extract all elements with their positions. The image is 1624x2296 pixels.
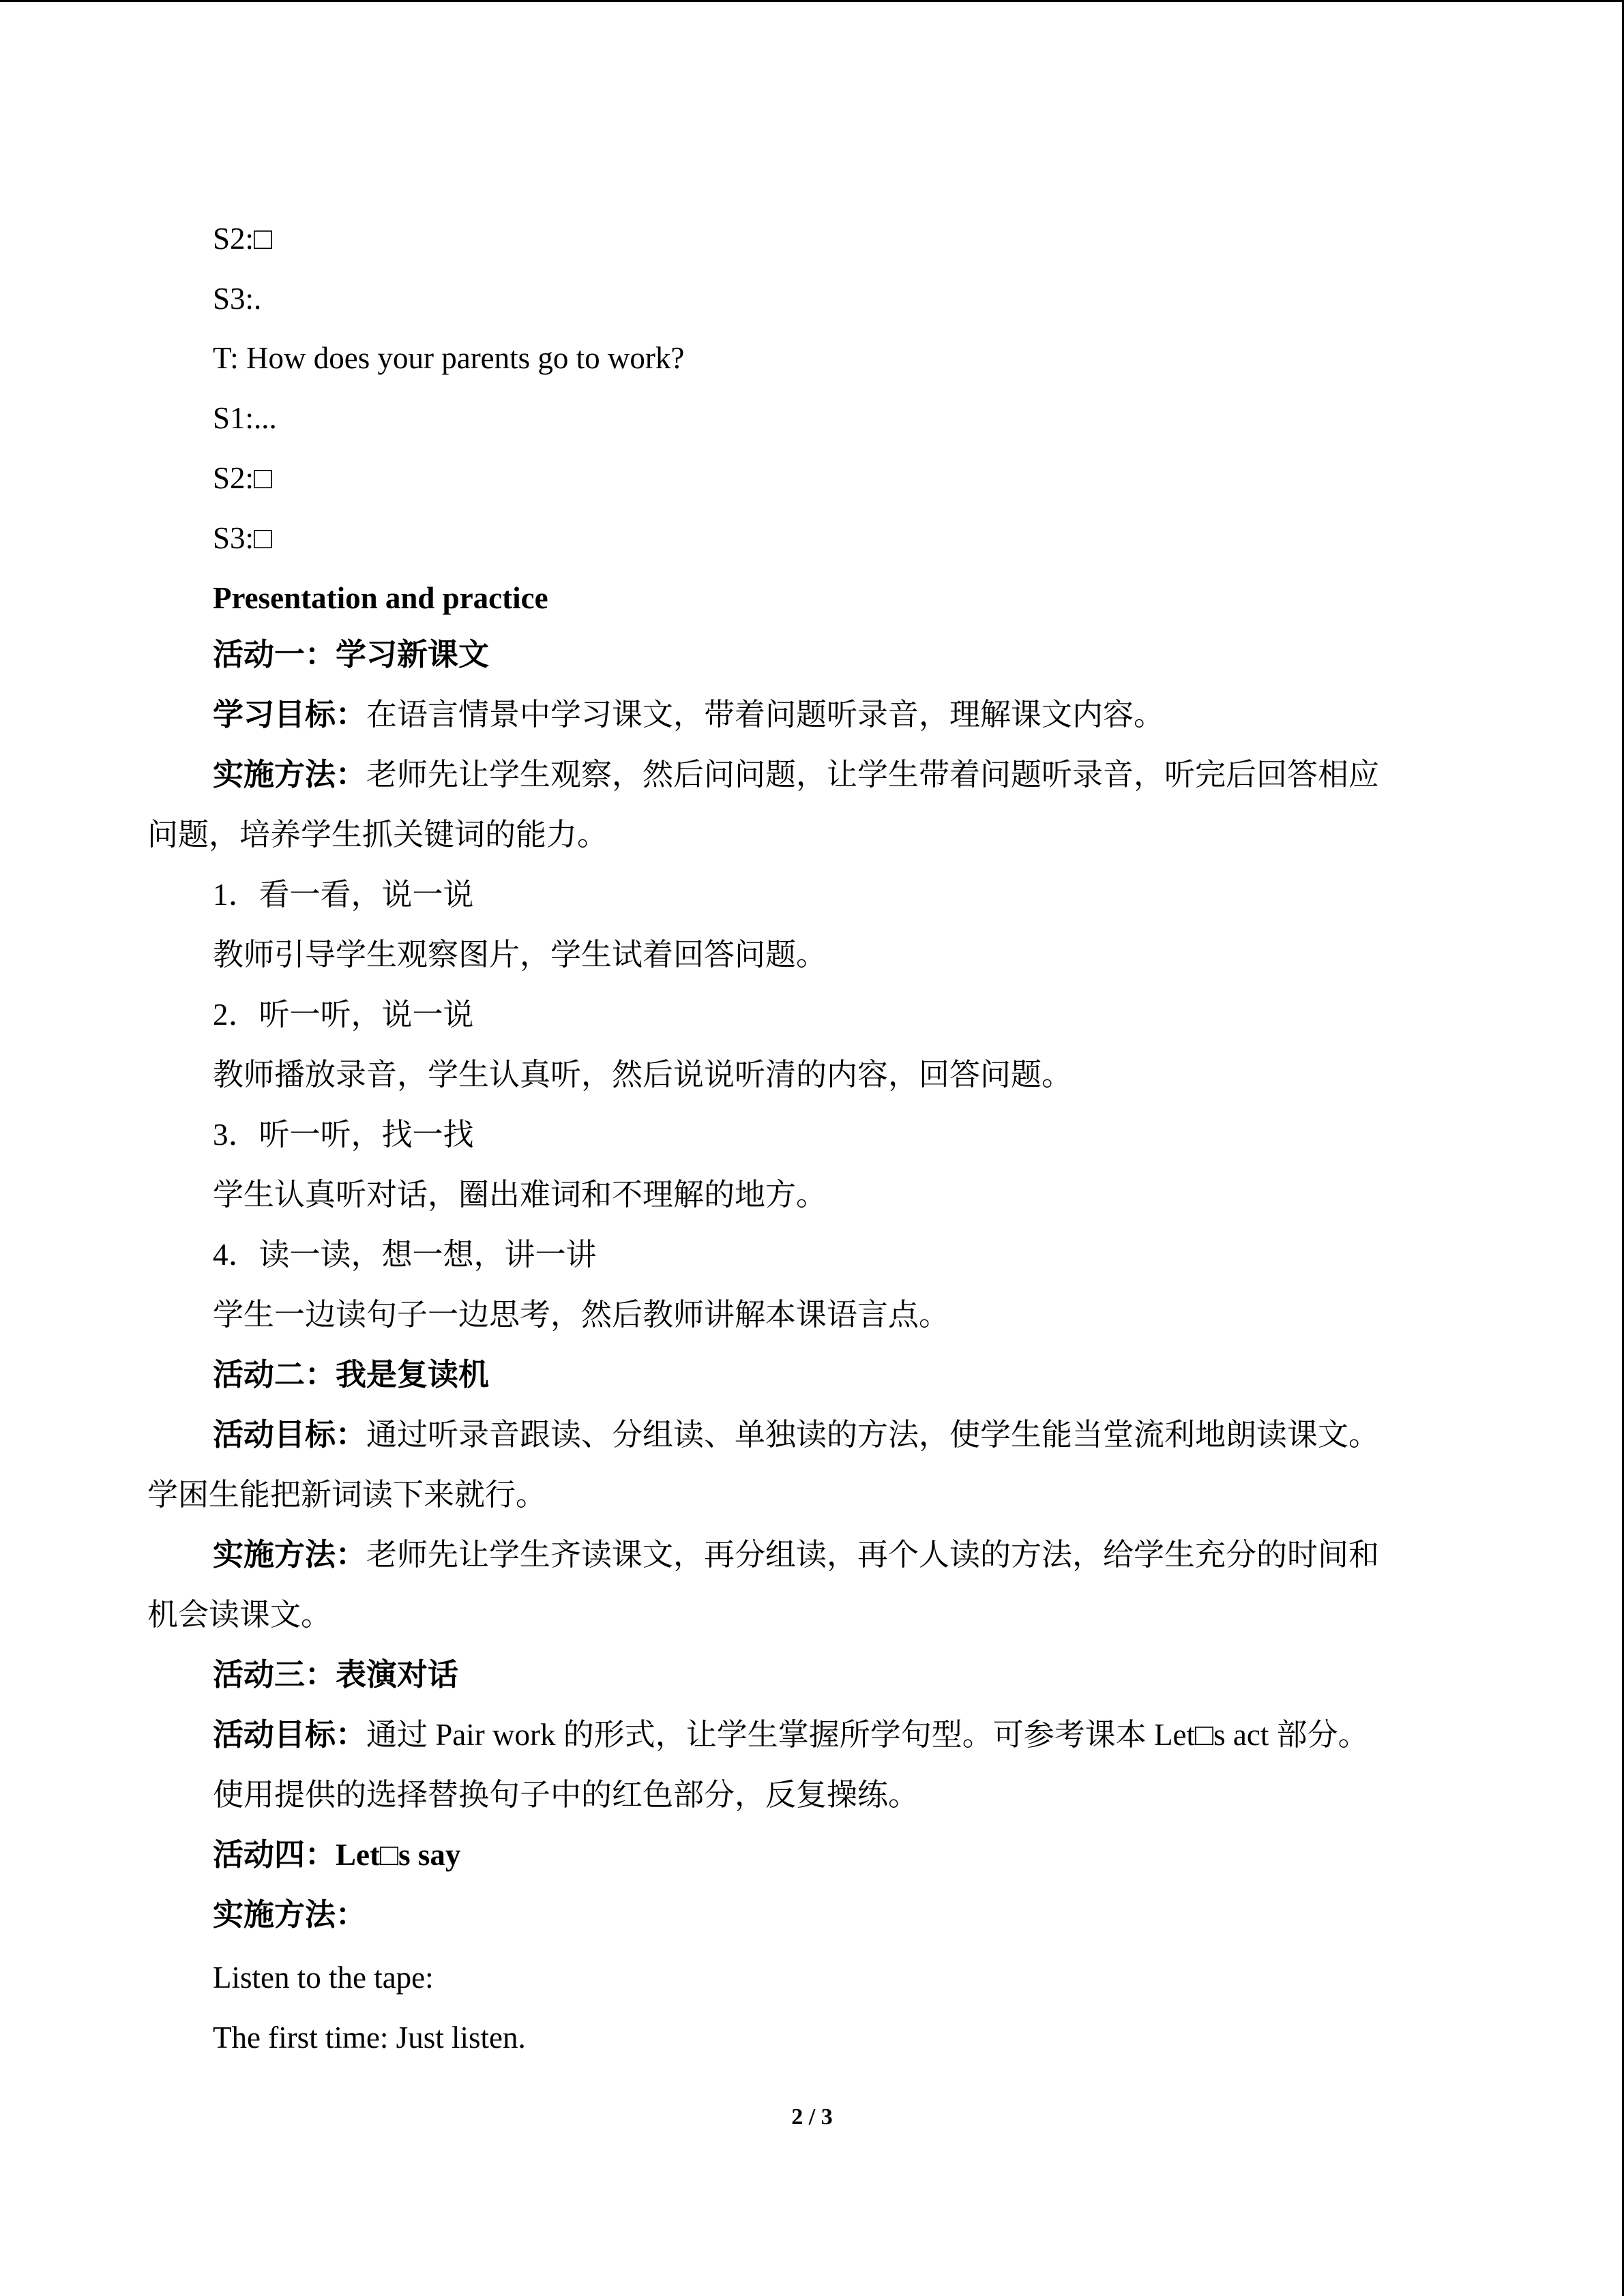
method-text: 老师先让学生齐读课文，再分组读，再个人读的方法，给学生充分的时间和 xyxy=(366,1538,1380,1572)
paragraph-method xyxy=(213,754,1379,795)
activity-heading: 活动四：Let□s say xyxy=(213,1838,461,1872)
label-goal: 学习目标： xyxy=(213,698,367,732)
dialogue-line-s1: S1:... xyxy=(213,401,277,435)
goal-text: 通过 Pair work 的形式，让学生掌握所学句型。可参考课本 Let□s act 部分。 xyxy=(366,1718,1369,1752)
instruction-line: The first time: Just listen. xyxy=(213,2021,526,2055)
section-heading: Presentation and practice xyxy=(213,581,548,615)
goal-text-cont: 使用提供的选择替换句子中的红色部分，反复操练。 xyxy=(213,1778,919,1812)
step-heading: 3．听一听，找一找 xyxy=(213,1118,474,1152)
goal-text: 在语言情景中学习课文，带着问题听录音，理解课文内容。 xyxy=(366,698,1165,732)
dialogue-line-s2: S2:□ xyxy=(213,222,273,256)
dialogue-line-s3: S3:. xyxy=(213,282,262,316)
goal-text-cont: 学困生能把新词读下来就行。 xyxy=(147,1478,547,1512)
step-heading: 2．听一听，说一说 xyxy=(213,998,474,1032)
paragraph-goal xyxy=(213,1714,1369,1755)
label-goal: 活动目标： xyxy=(213,1718,367,1752)
step-heading: 1．看一看，说一说 xyxy=(213,878,474,912)
label-method: 实施方法： xyxy=(213,758,367,792)
step-text: 教师播放录音，学生认真听，然后说说听清的内容，回答问题。 xyxy=(213,1058,1073,1092)
paragraph-goal xyxy=(213,694,1164,735)
label-method: 实施方法： xyxy=(213,1538,367,1572)
step-text: 学生认真听对话，圈出难词和不理解的地方。 xyxy=(213,1178,827,1212)
label-goal: 活动目标： xyxy=(213,1418,367,1452)
goal-text: 通过听录音跟读、分组读、单独读的方法，使学生能当堂流利地朗读课文。 xyxy=(366,1418,1380,1452)
step-text: 教师引导学生观察图片，学生试着回答问题。 xyxy=(213,938,827,972)
dialogue-line-s3: S3:□ xyxy=(213,521,273,555)
method-text-cont: 机会读课文。 xyxy=(147,1598,332,1632)
paragraph-goal xyxy=(213,1414,1379,1455)
method-label: 实施方法： xyxy=(213,1898,367,1932)
teacher-question: T: How does your parents go to work? xyxy=(213,341,685,375)
activity-heading: 活动一：学习新课文 xyxy=(213,638,490,672)
activity-heading: 活动二：我是复读机 xyxy=(213,1358,490,1392)
method-text: 老师先让学生观察，然后问问题，让学生带着问题听录音，听完后回答相应 xyxy=(366,758,1380,792)
step-text: 学生一边读句子一边思考，然后教师讲解本课语言点。 xyxy=(213,1298,950,1332)
dialogue-line-s2: S2:□ xyxy=(213,461,273,495)
method-text-cont: 问题，培养学生抓关键词的能力。 xyxy=(147,818,608,852)
paragraph-method xyxy=(213,1534,1379,1575)
instruction-line: Listen to the tape: xyxy=(213,1960,434,1995)
activity-heading: 活动三：表演对话 xyxy=(213,1658,459,1692)
page-number: 2 / 3 xyxy=(791,2104,833,2130)
step-heading: 4．读一读，想一想，讲一讲 xyxy=(213,1238,597,1272)
